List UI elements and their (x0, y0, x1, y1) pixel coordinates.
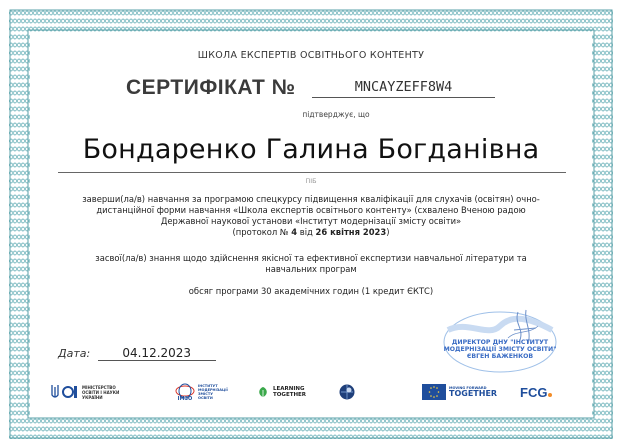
ministry-logo (48, 378, 119, 406)
director-stamp (438, 300, 562, 380)
date-value: 04.12.2023 (98, 346, 216, 361)
protocol-suffix: ) (386, 227, 390, 237)
knowledge-paragraph (0, 253, 622, 275)
completion-line-4 (0, 227, 622, 238)
imzo-small-4: ОСВІТИ (198, 396, 213, 400)
protocol-number: 4 (291, 227, 298, 237)
fcg-dot-icon (548, 393, 552, 397)
learning-together-logo (256, 378, 306, 406)
eu-flag-icon (422, 384, 446, 400)
stamp-line-3: ЄВГЕН БАЖЕНКОВ (466, 353, 534, 360)
program-volume: обсяг програми 30 академічних годин (1 кредит ЄКТС) (188, 286, 434, 296)
imzo-text: ІМЗО (177, 396, 193, 401)
school-name: ШКОЛА ЕКСПЕРТІВ ОСВІТНЬОГО КОНТЕНТУ (197, 50, 425, 61)
ministry-line-2: ОСВІТИ І НАУКИ (82, 389, 120, 395)
eu-line-1: MOVING FORWARD (449, 386, 487, 390)
date-block (58, 346, 216, 361)
recipient-name: Бондаренко Галина Богданівна (82, 134, 540, 165)
stamp-line-1: ДИРЕКТОР ДНУ "ІНСТИТУТ (451, 339, 549, 346)
ministry-line-3: УКРАЇНИ (82, 394, 103, 400)
certificate-title-row (126, 76, 526, 104)
ministry-line-1: МІНІСТЕРСТВО (82, 384, 116, 390)
imzo-globe-icon (174, 383, 196, 401)
date-label: Дата: (58, 347, 91, 360)
completion-line-1: заверши(ла/в) навчання за програмою спецкурсу підвищення кваліфікації для слухачів (освітян) очно- (82, 194, 540, 204)
knowledge-line-1: засвої(ла/в) знання щодо здійснення якісної та ефективної експертизи навчальної літератури та (95, 253, 527, 263)
name-caption: ПІБ (305, 177, 317, 185)
fcg-text: FCG (520, 384, 548, 400)
learning-line-1: LEARNING (273, 386, 305, 392)
certificate-title: СЕРТИФІКАТ № (126, 76, 296, 99)
imzo-small-2: МОДЕРНІЗАЦІЇ (198, 388, 228, 392)
protocol-from: від (297, 227, 316, 237)
knowledge-line-2: навчальних програм (265, 264, 357, 274)
protocol-date: 26 квітня 2023 (315, 227, 387, 237)
protocol-prefix: (протокол № (232, 227, 292, 237)
fcg-logo (520, 378, 552, 406)
imzo-small-3: ЗМІСТУ (198, 392, 213, 396)
confirms-text: підтверджує, що (302, 110, 370, 119)
completion-line-2: дистанційної форми навчання «Школа експертів освітнього контенту» (схвалено Вченою радою (96, 205, 526, 215)
certificate-number: MNCAYZEFF8W4 (312, 79, 495, 98)
stamp-seal-icon (438, 300, 562, 380)
eu-line-2: TOGETHER (449, 389, 498, 398)
eu-logo (422, 378, 497, 406)
ukraine-trident-icon (48, 383, 78, 401)
completion-line-3: Державної наукової установи «Інститут модернізації змісту освіти» (160, 216, 462, 226)
globe-emblem-icon (338, 383, 356, 401)
learning-line-2: TOGETHER (273, 392, 307, 398)
partner-logos (42, 378, 582, 406)
imzo-logo (174, 378, 228, 406)
completion-paragraph (0, 194, 622, 238)
learning-leaf-icon (256, 385, 270, 399)
imzo-small-1: ІНСТИТУТ (198, 384, 218, 388)
globe-logo (338, 378, 356, 406)
stamp-line-2: МОДЕРНІЗАЦІЇ ЗМІСТУ ОСВІТИ" (443, 346, 557, 353)
name-underline (58, 172, 566, 173)
